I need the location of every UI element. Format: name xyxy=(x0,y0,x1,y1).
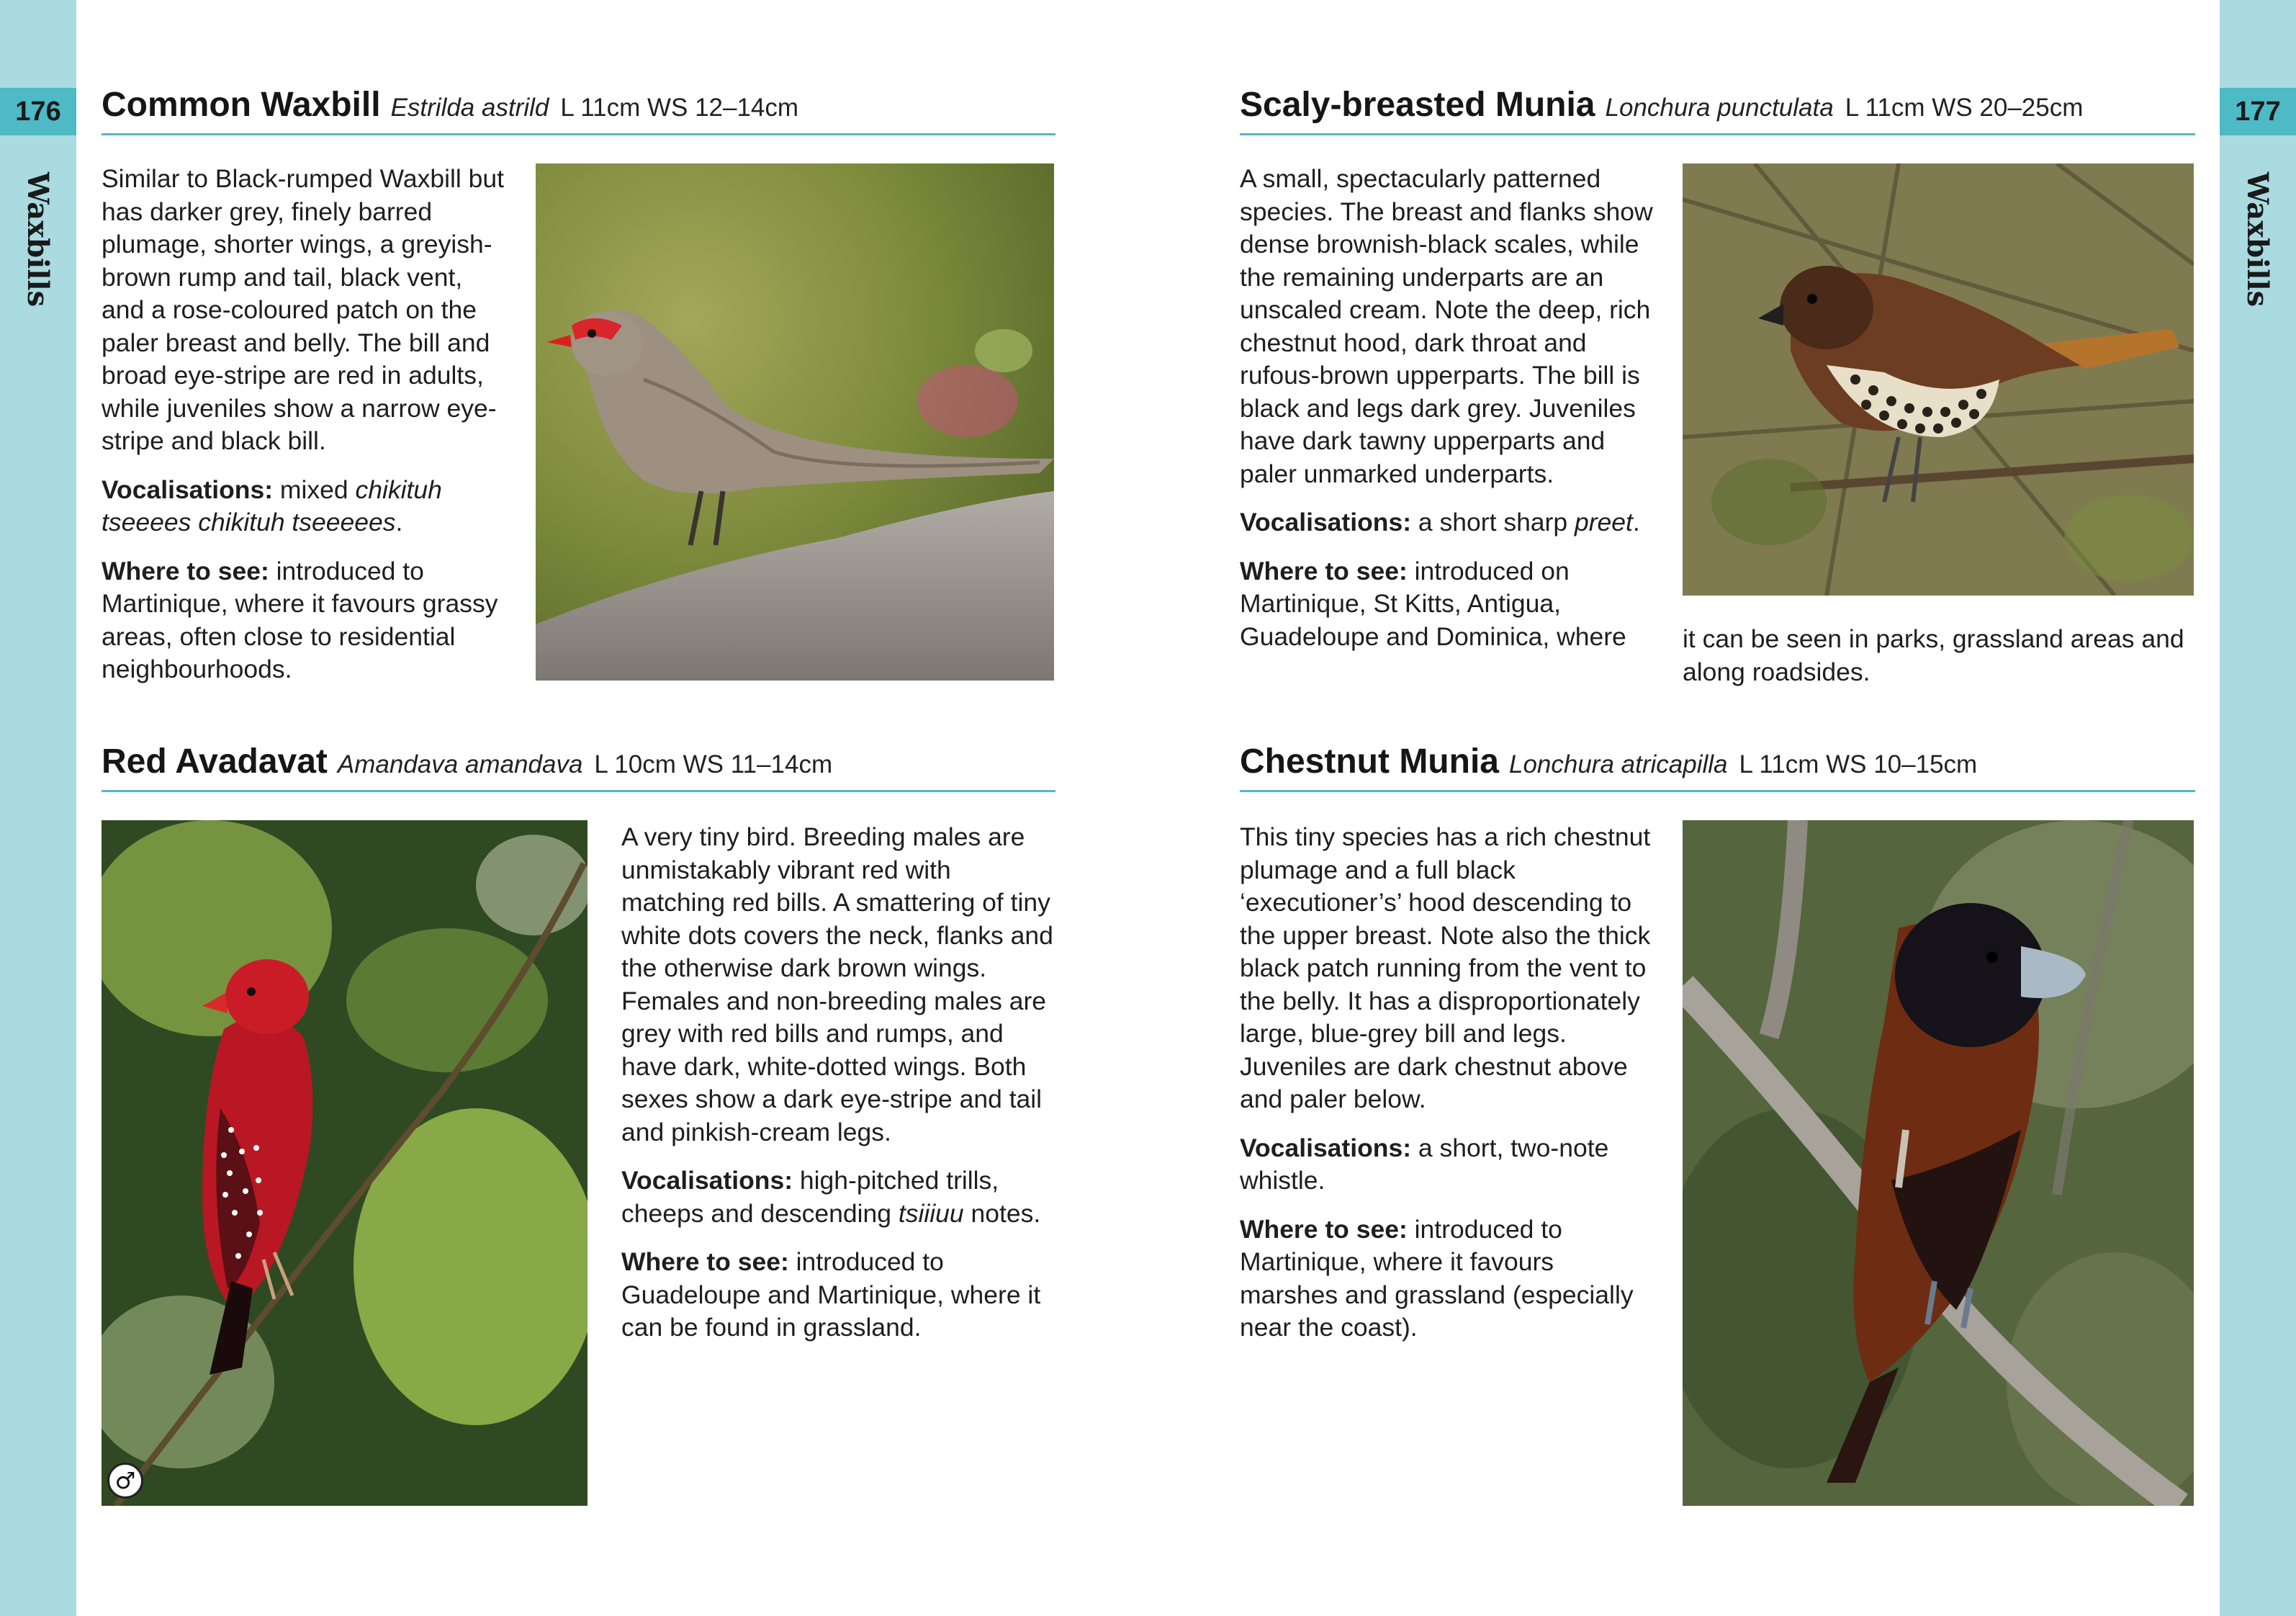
page-number-right: 177 xyxy=(2220,88,2296,135)
species-name: Red Avadavat xyxy=(102,742,328,781)
description: A small, spectacularly patterned species. The breast and flanks show dense brownish-black scales, while the remaining underparts are an unscaled cream. Note the deep, rich chestnut hood, dark throat and rufous-brown upperparts. The bill is black and legs dark grey. Juveniles have dark tawny upperparts and paler unmarked underparts. xyxy=(1240,164,1653,488)
vocalisations: Vocalisations: a short sharp preet. xyxy=(1240,508,1640,537)
measurements: L 11cm WS 20–25cm xyxy=(1845,94,2084,122)
species-name: Scaly-breasted Munia xyxy=(1240,86,1595,124)
vocalisations: Vocalisations: mixed chikituh tseeees chikituh tseeeees. xyxy=(102,475,442,537)
vocalisations: Vocalisations: a short, two-note whistle. xyxy=(1240,1133,1609,1195)
common-waxbill-photo xyxy=(536,163,1054,681)
measurements: L 11cm WS 10–15cm xyxy=(1739,750,1978,778)
species-header xyxy=(1240,79,2195,135)
scientific-name: Amandava amandava xyxy=(337,750,583,778)
where-to-see-continued: it can be seen in parks, grassland areas and along roadsides. xyxy=(1683,624,2184,686)
species-entry-red-avadavat xyxy=(102,736,1055,1514)
species-text xyxy=(1240,163,1665,669)
species-name: Common Waxbill xyxy=(102,86,381,124)
measurements: L 11cm WS 12–14cm xyxy=(560,94,799,122)
description: A very tiny bird. Breeding males are unmistakably vibrant red with matching red bills. A smattering of tiny white dots covers the neck, flanks and the otherwise dark brown wings. Females and non-breeding males are grey with red bills and rumps, and have dark, white-dotted wings. Both sexes show a dark eye-stripe and tail and pinkish-cream legs. xyxy=(621,822,1053,1146)
where-to-see: Where to see: introduced on Martinique, St Kitts, Antigua, Guadeloupe and Dominica, where xyxy=(1240,556,1626,651)
measurements: L 10cm WS 11–14cm xyxy=(594,750,833,778)
page-number-left: 176 xyxy=(0,88,76,135)
species-text xyxy=(1240,821,1657,1360)
species-name: Chestnut Munia xyxy=(1240,742,1499,781)
species-text xyxy=(102,163,512,702)
where-to-see: Where to see: introduced to Martinique, where it favours marshes and grassland (especially near the coast). xyxy=(1240,1214,1634,1342)
species-entry-scaly-breasted-munia xyxy=(1240,79,2195,691)
section-tab-right xyxy=(2220,160,2296,318)
species-entry-chestnut-munia xyxy=(1240,736,2195,1514)
section-tab-label: Waxbills xyxy=(2241,171,2275,307)
species-header xyxy=(1240,736,2195,792)
section-tab-label: Waxbills xyxy=(21,171,55,307)
species-text xyxy=(621,821,1053,1360)
scientific-name: Lonchura atricapilla xyxy=(1508,750,1728,778)
scaly-breasted-munia-photo xyxy=(1683,163,2194,596)
chestnut-munia-photo xyxy=(1683,820,2194,1506)
description: Similar to Black-rumped Waxbill but has darker grey, finely barred plumage, shorter wings, a greyish-brown rump and tail, black vent, and a rose-coloured patch on the paler breast and belly. The bill and broad eye-stripe are red in adults, while juveniles show a narrow eye-stripe and black bill. xyxy=(102,164,504,455)
species-entry-common-waxbill xyxy=(102,79,1055,691)
where-to-see: Where to see: introduced to Guadeloupe and Martinique, where it can be found in grassland. xyxy=(621,1247,1041,1342)
description: This tiny species has a rich chestnut plumage and a full black ‘executioner’s’ hood descending to the upper breast. Note also the thick black patch running from the vent to the belly. It has a disproportionately large, blue-grey bill and legs. Juveniles are dark chestnut above and paler below. xyxy=(1240,822,1651,1113)
species-header xyxy=(102,736,1055,792)
where-to-see: Where to see: introduced to Martinique, where it favours grassy areas, often close to residential neighbourhoods. xyxy=(102,556,498,683)
male-symbol-icon: ♂ xyxy=(107,1463,143,1499)
species-header xyxy=(102,79,1055,135)
red-avadavat-photo xyxy=(102,820,587,1506)
section-tab-left xyxy=(0,160,76,318)
vocalisations: Vocalisations: high-pitched trills, cheeps and descending tsiiiuu notes. xyxy=(621,1166,1041,1228)
scientific-name: Lonchura punctulata xyxy=(1605,94,1834,122)
scientific-name: Estrilda astrild xyxy=(390,94,549,122)
